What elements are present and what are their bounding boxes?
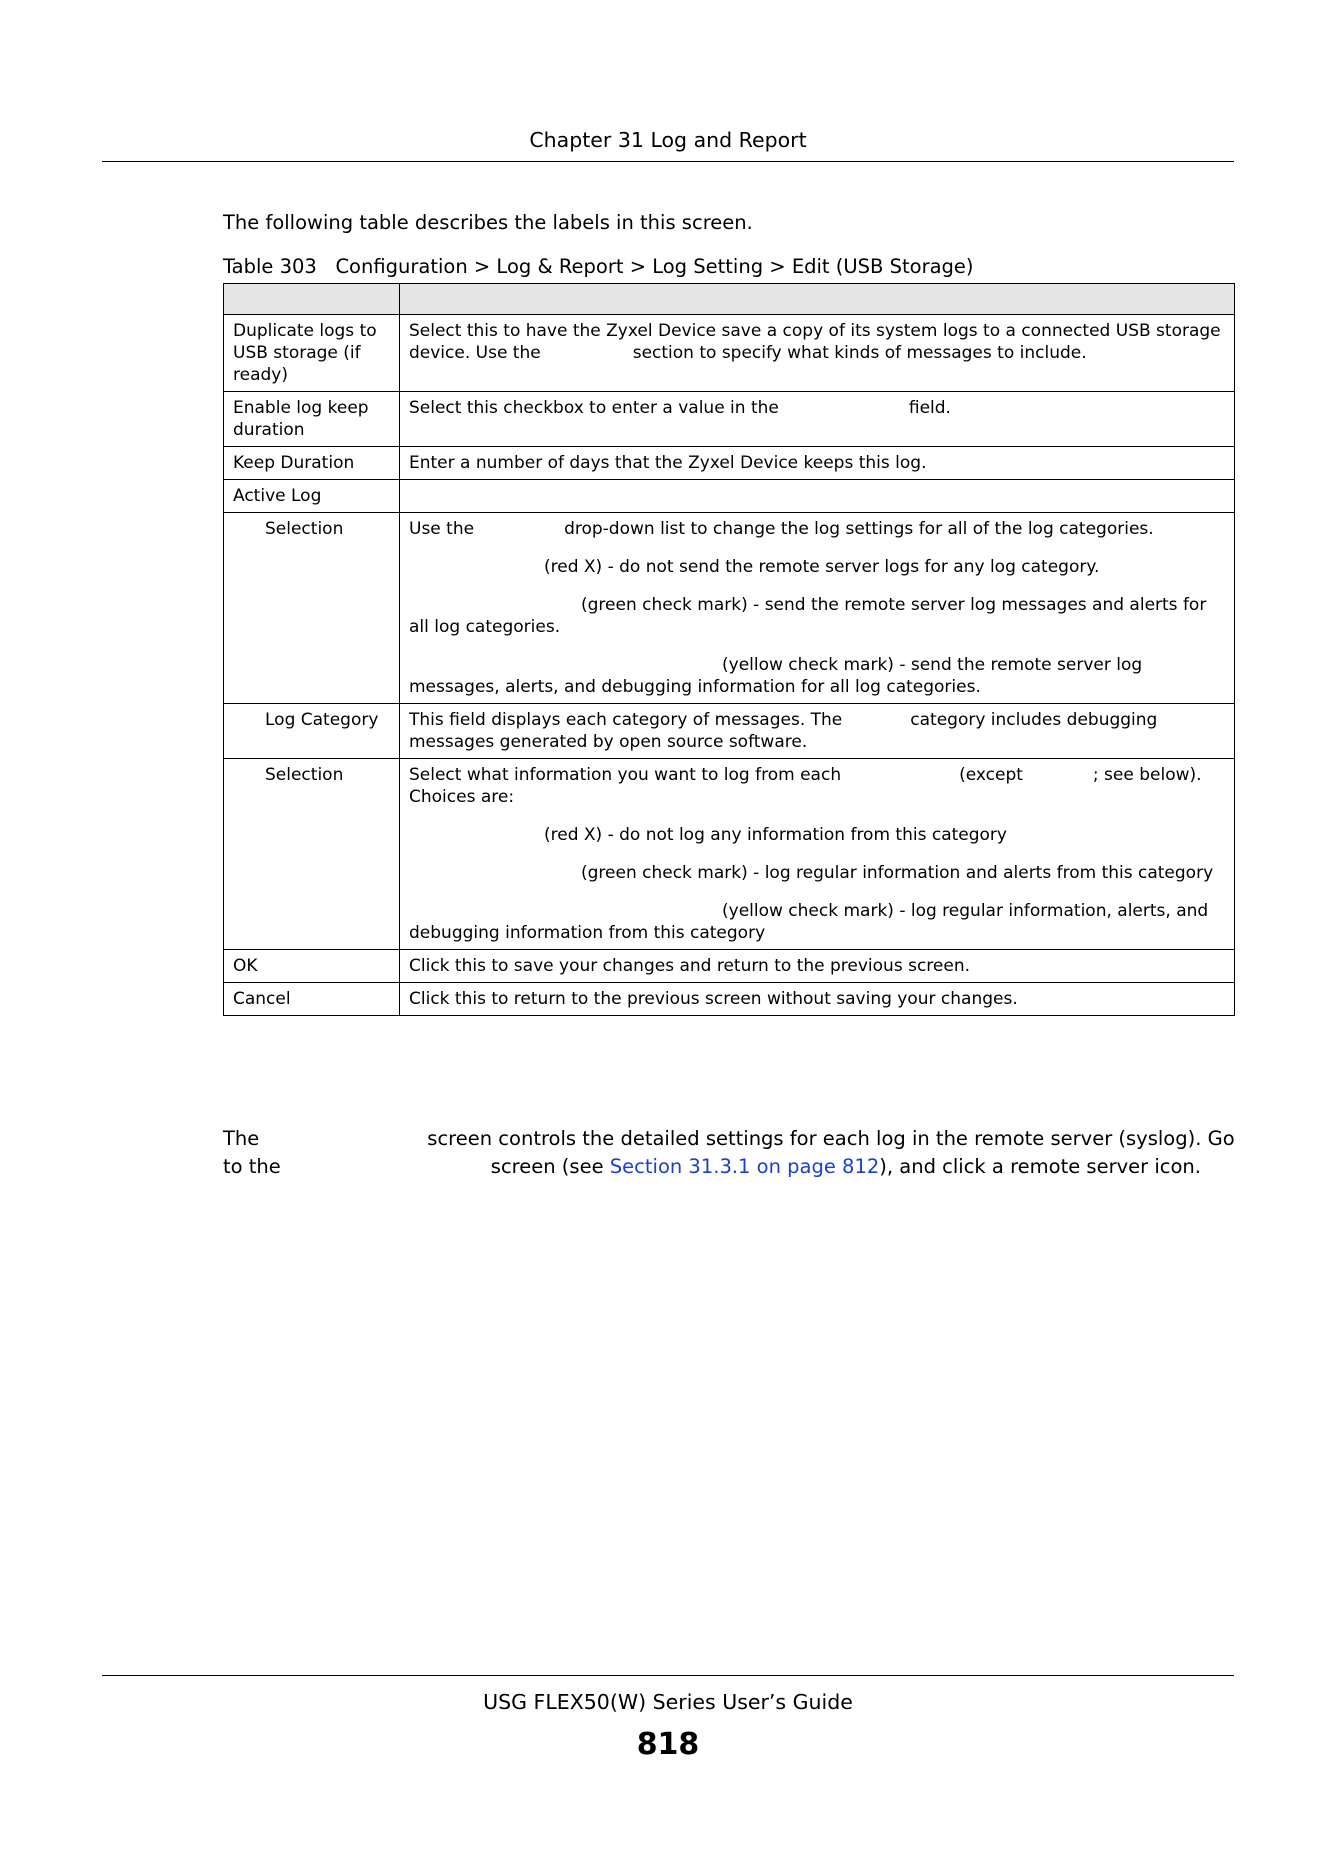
- row-label: Active Log: [224, 480, 400, 513]
- page-number: 818: [636, 1727, 700, 1762]
- row-label: OK: [224, 950, 400, 983]
- row-label: Duplicate logs to USB storage (if ready): [224, 315, 400, 392]
- section-link[interactable]: Section 31.3.1 on page 812: [609, 1155, 880, 1178]
- table-row: [224, 759, 1235, 950]
- table-row: [224, 950, 1235, 983]
- table-row: [224, 447, 1235, 480]
- row-description: Select this to have the Zyxel Device save a copy of its system logs to a connected USB storage device. Use the section to specify what kinds of messages to include.: [400, 315, 1235, 392]
- row-description: Click this to save your changes and return to the previous screen.: [400, 950, 1235, 983]
- table-header-description: [400, 284, 1235, 315]
- table-row: [224, 480, 1235, 513]
- row-label: Keep Duration: [224, 447, 400, 480]
- row-description: [400, 480, 1235, 513]
- row-label: Selection: [224, 513, 400, 704]
- table-header-label: [224, 284, 400, 315]
- description-table: [223, 283, 1235, 1016]
- chapter-header: Chapter 31 Log and Report: [529, 128, 807, 152]
- table-caption: Table 303 Configuration > Log & Report > Log Setting > Edit (USB Storage): [223, 255, 974, 278]
- table-header-row: [224, 284, 1235, 315]
- table-row: [224, 513, 1235, 704]
- row-description: Click this to return to the previous screen without saving your changes.: [400, 983, 1235, 1016]
- row-description: This field displays each category of messages. The category includes debugging messages generated by open source software.: [400, 704, 1235, 759]
- table-row: [224, 704, 1235, 759]
- row-label: Enable log keep duration: [224, 392, 400, 447]
- header-rule: [102, 161, 1234, 162]
- row-description: Select what information you want to log from each (except ; see below). Choices are: (red X) - do not log any information from this category (green check mark) - log regular information and alerts from this category (yellow check mark) - log regular information, alerts, and debugging information from this category: [400, 759, 1235, 950]
- intro-text: The following table describes the labels in this screen.: [223, 211, 753, 234]
- table-row: [224, 315, 1235, 392]
- row-description: Enter a number of days that the Zyxel Device keeps this log.: [400, 447, 1235, 480]
- table-row: [224, 983, 1235, 1016]
- footer-rule: [102, 1675, 1234, 1676]
- row-description: Use the drop-down list to change the log settings for all of the log categories. (red X) - do not send the remote server logs for any log category. (green check mark) - send the remote server log messages and alerts for all log categories. (yellow check mark) - send the remote server log messages, alerts, and debugging information for all log categories.: [400, 513, 1235, 704]
- section-paragraph: The screen controls the detailed settings for each log in the remote server (syslog). Go to the screen (see Section 31.3.1 on page 812), and click a remote server icon.: [223, 1127, 1235, 1178]
- row-label: Log Category: [224, 704, 400, 759]
- table-row: [224, 392, 1235, 447]
- row-label: Selection: [224, 759, 400, 950]
- guide-title: USG FLEX50(W) Series User’s Guide: [483, 1690, 853, 1714]
- row-label: Cancel: [224, 983, 400, 1016]
- row-description: Select this checkbox to enter a value in the field.: [400, 392, 1235, 447]
